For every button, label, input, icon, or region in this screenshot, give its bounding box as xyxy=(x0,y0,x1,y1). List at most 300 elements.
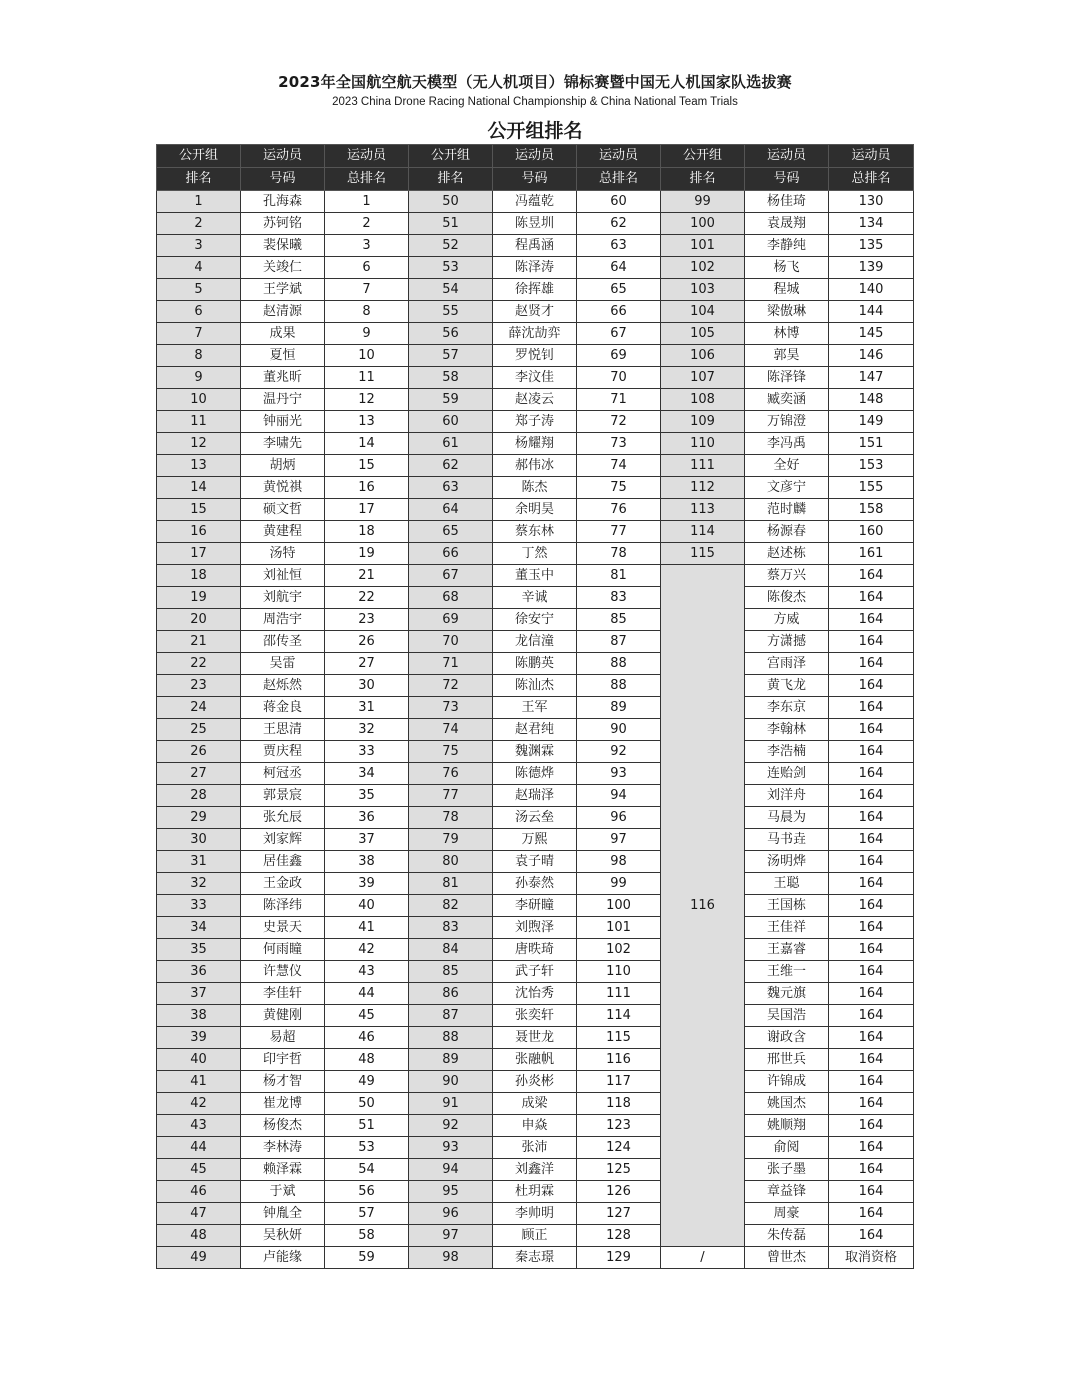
athlete-name-cell: 印宇哲 xyxy=(241,1049,325,1071)
table-row xyxy=(157,1027,914,1049)
athlete-name-cell: 何雨瞳 xyxy=(241,939,325,961)
athlete-name-cell: 郭昊 xyxy=(745,345,829,367)
athlete-name-cell: 汤特 xyxy=(241,543,325,565)
group-rank-cell: 19 xyxy=(157,587,241,609)
overall-rank-cell: 110 xyxy=(577,961,661,983)
overall-rank-cell: 38 xyxy=(325,851,409,873)
overall-rank-cell: 50 xyxy=(325,1093,409,1115)
athlete-name-cell: 张融帆 xyxy=(493,1049,577,1071)
ranking-table xyxy=(156,144,914,1269)
athlete-name-cell: 王金政 xyxy=(241,873,325,895)
overall-rank-cell: 7 xyxy=(325,279,409,301)
table-row xyxy=(157,213,914,235)
athlete-name-cell: 硕文哲 xyxy=(241,499,325,521)
group-rank-cell: 110 xyxy=(661,433,745,455)
table-row xyxy=(157,1225,914,1247)
group-rank-cell: 69 xyxy=(409,609,493,631)
group-rank-cell: 40 xyxy=(157,1049,241,1071)
table-row xyxy=(157,521,914,543)
athlete-name-cell: 陈汕杰 xyxy=(493,675,577,697)
group-rank-cell: 45 xyxy=(157,1159,241,1181)
overall-rank-cell: 18 xyxy=(325,521,409,543)
group-rank-cell: 51 xyxy=(409,213,493,235)
group-rank-cell: 41 xyxy=(157,1071,241,1093)
athlete-name-cell: 黄悦祺 xyxy=(241,477,325,499)
athlete-name-cell: 林博 xyxy=(745,323,829,345)
athlete-name-cell: 吴国浩 xyxy=(745,1005,829,1027)
overall-rank-cell: 81 xyxy=(577,565,661,587)
header-overall-rank-sub: 总排名 xyxy=(577,168,661,191)
group-rank-cell: 60 xyxy=(409,411,493,433)
overall-rank-cell: 72 xyxy=(577,411,661,433)
overall-rank-cell: 164 xyxy=(829,961,914,983)
group-rank-cell: 78 xyxy=(409,807,493,829)
athlete-name-cell: 郝伟冰 xyxy=(493,455,577,477)
athlete-name-cell: 马书垚 xyxy=(745,829,829,851)
group-rank-cell: 74 xyxy=(409,719,493,741)
group-rank-cell: 3 xyxy=(157,235,241,257)
group-rank-cell: 114 xyxy=(661,521,745,543)
athlete-name-cell: 武子轩 xyxy=(493,961,577,983)
athlete-name-cell: 李林涛 xyxy=(241,1137,325,1159)
group-rank-cell: 93 xyxy=(409,1137,493,1159)
overall-rank-cell: 10 xyxy=(325,345,409,367)
athlete-name-cell: 冯蕴乾 xyxy=(493,191,577,213)
group-rank-cell: 23 xyxy=(157,675,241,697)
athlete-name-cell: 王国栋 xyxy=(745,895,829,917)
group-rank-cell: 11 xyxy=(157,411,241,433)
athlete-name-cell: 郑子涛 xyxy=(493,411,577,433)
overall-rank-cell: 164 xyxy=(829,565,914,587)
overall-rank-cell: 164 xyxy=(829,1225,914,1247)
group-rank-cell: 113 xyxy=(661,499,745,521)
athlete-name-cell: 杨耀翔 xyxy=(493,433,577,455)
table-row xyxy=(157,367,914,389)
athlete-name-cell: 臧奕涵 xyxy=(745,389,829,411)
overall-rank-cell: 164 xyxy=(829,1137,914,1159)
header-athlete: 运动员 xyxy=(745,145,829,168)
table-row xyxy=(157,257,914,279)
athlete-name-cell: 朱传磊 xyxy=(745,1225,829,1247)
athlete-name-cell: 万熙 xyxy=(493,829,577,851)
header-athlete-sub: 号码 xyxy=(493,168,577,191)
overall-rank-cell: 76 xyxy=(577,499,661,521)
event-title-english: 2023 China Drone Racing National Championship & China National Team Trials xyxy=(332,96,738,108)
athlete-name-cell: 袁晟翔 xyxy=(745,213,829,235)
overall-rank-cell: 102 xyxy=(577,939,661,961)
overall-rank-cell: 34 xyxy=(325,763,409,785)
overall-rank-cell: 164 xyxy=(829,1093,914,1115)
group-rank-cell: 21 xyxy=(157,631,241,653)
group-rank-cell: 91 xyxy=(409,1093,493,1115)
athlete-name-cell: 李浩楠 xyxy=(745,741,829,763)
table-row xyxy=(157,829,914,851)
group-rank-cell: 99 xyxy=(661,191,745,213)
athlete-name-cell: 余明昊 xyxy=(493,499,577,521)
overall-rank-cell: 67 xyxy=(577,323,661,345)
overall-rank-cell: 100 xyxy=(577,895,661,917)
athlete-name-cell: 马晨为 xyxy=(745,807,829,829)
group-rank-cell: 18 xyxy=(157,565,241,587)
overall-rank-cell: 164 xyxy=(829,983,914,1005)
athlete-name-cell: 黄飞龙 xyxy=(745,675,829,697)
overall-rank-cell: 123 xyxy=(577,1115,661,1137)
group-rank-cell: 9 xyxy=(157,367,241,389)
group-rank-cell: 20 xyxy=(157,609,241,631)
group-rank-cell: 27 xyxy=(157,763,241,785)
overall-rank-cell: 164 xyxy=(829,851,914,873)
group-rank-cell: 98 xyxy=(409,1247,493,1269)
overall-rank-cell: 17 xyxy=(325,499,409,521)
athlete-name-cell: 居佳鑫 xyxy=(241,851,325,873)
group-rank-cell: 25 xyxy=(157,719,241,741)
table-row xyxy=(157,565,914,587)
overall-rank-cell: 85 xyxy=(577,609,661,631)
overall-rank-cell: 21 xyxy=(325,565,409,587)
overall-rank-cell: 164 xyxy=(829,1049,914,1071)
group-rank-cell: 29 xyxy=(157,807,241,829)
athlete-name-cell: 罗悦钊 xyxy=(493,345,577,367)
overall-rank-cell: 58 xyxy=(325,1225,409,1247)
athlete-name-cell: 董玉中 xyxy=(493,565,577,587)
table-row xyxy=(157,191,914,213)
athlete-name-cell: 李研瞳 xyxy=(493,895,577,917)
overall-rank-cell: 62 xyxy=(577,213,661,235)
overall-rank-cell: 53 xyxy=(325,1137,409,1159)
athlete-name-cell: 章益锋 xyxy=(745,1181,829,1203)
athlete-name-cell: 王军 xyxy=(493,697,577,719)
overall-rank-cell: 31 xyxy=(325,697,409,719)
group-rank-cell: 50 xyxy=(409,191,493,213)
athlete-name-cell: 张子墨 xyxy=(745,1159,829,1181)
athlete-name-cell: 陈鹏英 xyxy=(493,653,577,675)
table-row xyxy=(157,1005,914,1027)
group-rank-cell: 5 xyxy=(157,279,241,301)
overall-rank-cell: 73 xyxy=(577,433,661,455)
overall-rank-cell: 101 xyxy=(577,917,661,939)
table-row xyxy=(157,763,914,785)
athlete-name-cell: 杨俊杰 xyxy=(241,1115,325,1137)
athlete-name-cell: 陈泽锋 xyxy=(745,367,829,389)
table-row xyxy=(157,719,914,741)
overall-rank-cell: 147 xyxy=(829,367,914,389)
athlete-name-cell: 王学斌 xyxy=(241,279,325,301)
group-rank-cell: 56 xyxy=(409,323,493,345)
athlete-name-cell: 赵君纯 xyxy=(493,719,577,741)
athlete-name-cell: 陈泽纬 xyxy=(241,895,325,917)
overall-rank-cell: 27 xyxy=(325,653,409,675)
athlete-name-cell: 周浩宇 xyxy=(241,609,325,631)
overall-rank-cell: 51 xyxy=(325,1115,409,1137)
group-rank-cell: 58 xyxy=(409,367,493,389)
header-overall-rank: 运动员 xyxy=(577,145,661,168)
overall-rank-cell: 149 xyxy=(829,411,914,433)
athlete-name-cell: 陈杰 xyxy=(493,477,577,499)
group-rank-cell: 54 xyxy=(409,279,493,301)
overall-rank-cell: 83 xyxy=(577,587,661,609)
athlete-name-cell: 文彦宁 xyxy=(745,477,829,499)
overall-rank-cell: 23 xyxy=(325,609,409,631)
overall-rank-cell: 164 xyxy=(829,587,914,609)
overall-rank-cell: 取消资格 xyxy=(829,1247,914,1269)
athlete-name-cell: 吴雷 xyxy=(241,653,325,675)
group-rank-cell: 106 xyxy=(661,345,745,367)
overall-rank-cell: 92 xyxy=(577,741,661,763)
athlete-name-cell: 王嘉睿 xyxy=(745,939,829,961)
group-rank-cell: 38 xyxy=(157,1005,241,1027)
athlete-name-cell: 赵清源 xyxy=(241,301,325,323)
table-row xyxy=(157,1093,914,1115)
athlete-name-cell: 董兆昕 xyxy=(241,367,325,389)
athlete-name-cell: 丁然 xyxy=(493,543,577,565)
overall-rank-cell: 164 xyxy=(829,807,914,829)
header-athlete: 运动员 xyxy=(493,145,577,168)
athlete-name-cell: 陈俊杰 xyxy=(745,587,829,609)
table-row xyxy=(157,301,914,323)
athlete-name-cell: 李佳轩 xyxy=(241,983,325,1005)
header-group-rank: 公开组 xyxy=(409,145,493,168)
athlete-name-cell: 杨飞 xyxy=(745,257,829,279)
athlete-name-cell: 王思清 xyxy=(241,719,325,741)
athlete-name-cell: 钟胤全 xyxy=(241,1203,325,1225)
group-rank-cell: 82 xyxy=(409,895,493,917)
overall-rank-cell: 65 xyxy=(577,279,661,301)
overall-rank-cell: 14 xyxy=(325,433,409,455)
athlete-name-cell: 刘祉恒 xyxy=(241,565,325,587)
table-row xyxy=(157,939,914,961)
overall-rank-cell: 96 xyxy=(577,807,661,829)
athlete-name-cell: 成果 xyxy=(241,323,325,345)
group-rank-cell: 7 xyxy=(157,323,241,345)
group-rank-cell: 26 xyxy=(157,741,241,763)
group-rank-cell: 83 xyxy=(409,917,493,939)
athlete-name-cell: 梁傲琳 xyxy=(745,301,829,323)
athlete-name-cell: 关竣仁 xyxy=(241,257,325,279)
group-rank-cell: 43 xyxy=(157,1115,241,1137)
group-rank-cell: 70 xyxy=(409,631,493,653)
overall-rank-cell: 75 xyxy=(577,477,661,499)
section-title: 公开组排名 xyxy=(487,120,583,142)
group-rank-cell: 75 xyxy=(409,741,493,763)
athlete-name-cell: 黄建程 xyxy=(241,521,325,543)
table-row xyxy=(157,1071,914,1093)
overall-rank-cell: 2 xyxy=(325,213,409,235)
group-rank-cell: 100 xyxy=(661,213,745,235)
overall-rank-cell: 32 xyxy=(325,719,409,741)
table-row xyxy=(157,851,914,873)
event-title-chinese: 2023年全国航空航天模型（无人机项目）锦标赛暨中国无人机国家队选拔赛 xyxy=(278,73,792,91)
overall-rank-cell: 39 xyxy=(325,873,409,895)
athlete-name-cell: 蒋金良 xyxy=(241,697,325,719)
athlete-name-cell: 王聪 xyxy=(745,873,829,895)
group-rank-cell: 36 xyxy=(157,961,241,983)
table-row xyxy=(157,1159,914,1181)
overall-rank-cell: 129 xyxy=(577,1247,661,1269)
group-rank-cell: 35 xyxy=(157,939,241,961)
group-rank-cell: 95 xyxy=(409,1181,493,1203)
athlete-name-cell: 顾正 xyxy=(493,1225,577,1247)
athlete-name-cell: 赵述栋 xyxy=(745,543,829,565)
overall-rank-cell: 161 xyxy=(829,543,914,565)
group-rank-cell: 72 xyxy=(409,675,493,697)
group-rank-cell: 66 xyxy=(409,543,493,565)
group-rank-cell: 104 xyxy=(661,301,745,323)
athlete-name-cell: 程城 xyxy=(745,279,829,301)
athlete-name-cell: 沈怡秀 xyxy=(493,983,577,1005)
overall-rank-cell: 135 xyxy=(829,235,914,257)
group-rank-cell: 109 xyxy=(661,411,745,433)
group-rank-cell: 102 xyxy=(661,257,745,279)
athlete-name-cell: 徐安宁 xyxy=(493,609,577,631)
overall-rank-cell: 164 xyxy=(829,785,914,807)
overall-rank-cell: 164 xyxy=(829,1159,914,1181)
table-row xyxy=(157,873,914,895)
athlete-name-cell: 汤云垒 xyxy=(493,807,577,829)
overall-rank-cell: 44 xyxy=(325,983,409,1005)
table-row xyxy=(157,455,914,477)
overall-rank-cell: 78 xyxy=(577,543,661,565)
overall-rank-cell: 130 xyxy=(829,191,914,213)
table-row xyxy=(157,917,914,939)
group-rank-cell: 32 xyxy=(157,873,241,895)
overall-rank-cell: 48 xyxy=(325,1049,409,1071)
overall-rank-cell: 45 xyxy=(325,1005,409,1027)
group-rank-cell: 28 xyxy=(157,785,241,807)
athlete-name-cell: 裴保曦 xyxy=(241,235,325,257)
table-row xyxy=(157,1115,914,1137)
athlete-name-cell: 陈德烨 xyxy=(493,763,577,785)
athlete-name-cell: 钟丽光 xyxy=(241,411,325,433)
overall-rank-cell: 116 xyxy=(577,1049,661,1071)
group-rank-cell: 103 xyxy=(661,279,745,301)
athlete-name-cell: 夏恒 xyxy=(241,345,325,367)
athlete-name-cell: 杨才智 xyxy=(241,1071,325,1093)
athlete-name-cell: 李翰林 xyxy=(745,719,829,741)
athlete-name-cell: 于斌 xyxy=(241,1181,325,1203)
athlete-name-cell: 方威 xyxy=(745,609,829,631)
table-row xyxy=(157,411,914,433)
athlete-name-cell: 龙信潼 xyxy=(493,631,577,653)
group-rank-cell: 31 xyxy=(157,851,241,873)
athlete-name-cell: 薛沈劼弈 xyxy=(493,323,577,345)
overall-rank-cell: 89 xyxy=(577,697,661,719)
athlete-name-cell: 蔡东林 xyxy=(493,521,577,543)
athlete-name-cell: 王维一 xyxy=(745,961,829,983)
overall-rank-cell: 15 xyxy=(325,455,409,477)
athlete-name-cell: 李冯禹 xyxy=(745,433,829,455)
group-rank-cell: 37 xyxy=(157,983,241,1005)
overall-rank-cell: 114 xyxy=(577,1005,661,1027)
table-row xyxy=(157,1203,914,1225)
athlete-name-cell: 邵传圣 xyxy=(241,631,325,653)
header-overall-rank-sub: 总排名 xyxy=(325,168,409,191)
athlete-name-cell: 崔龙博 xyxy=(241,1093,325,1115)
overall-rank-cell: 164 xyxy=(829,1027,914,1049)
overall-rank-cell: 35 xyxy=(325,785,409,807)
group-rank-cell: 92 xyxy=(409,1115,493,1137)
group-rank-cell: 88 xyxy=(409,1027,493,1049)
athlete-name-cell: 魏元旗 xyxy=(745,983,829,1005)
athlete-name-cell: 魏渊霖 xyxy=(493,741,577,763)
group-rank-cell: 34 xyxy=(157,917,241,939)
table-row xyxy=(157,741,914,763)
group-rank-cell: 15 xyxy=(157,499,241,521)
group-rank-cell: 39 xyxy=(157,1027,241,1049)
group-rank-cell: 97 xyxy=(409,1225,493,1247)
overall-rank-cell: 26 xyxy=(325,631,409,653)
group-rank-cell: 65 xyxy=(409,521,493,543)
overall-rank-cell: 139 xyxy=(829,257,914,279)
overall-rank-cell: 16 xyxy=(325,477,409,499)
group-rank-cell: 4 xyxy=(157,257,241,279)
overall-rank-cell: 94 xyxy=(577,785,661,807)
athlete-name-cell: 聂世龙 xyxy=(493,1027,577,1049)
overall-rank-cell: 36 xyxy=(325,807,409,829)
athlete-name-cell: 刘鑫洋 xyxy=(493,1159,577,1181)
overall-rank-cell: 125 xyxy=(577,1159,661,1181)
athlete-name-cell: 李静纯 xyxy=(745,235,829,257)
overall-rank-cell: 49 xyxy=(325,1071,409,1093)
overall-rank-cell: 164 xyxy=(829,763,914,785)
header-group-rank: 公开组 xyxy=(157,145,241,168)
group-rank-cell: 90 xyxy=(409,1071,493,1093)
athlete-name-cell: 刘洋舟 xyxy=(745,785,829,807)
athlete-name-cell: 杨源春 xyxy=(745,521,829,543)
overall-rank-cell: 74 xyxy=(577,455,661,477)
overall-rank-cell: 90 xyxy=(577,719,661,741)
group-rank-cell: 55 xyxy=(409,301,493,323)
group-rank-cell: 6 xyxy=(157,301,241,323)
overall-rank-cell: 164 xyxy=(829,1181,914,1203)
overall-rank-cell: 56 xyxy=(325,1181,409,1203)
overall-rank-cell: 164 xyxy=(829,741,914,763)
group-rank-cell: 14 xyxy=(157,477,241,499)
group-rank-cell: 111 xyxy=(661,455,745,477)
header-athlete: 运动员 xyxy=(241,145,325,168)
athlete-name-cell: 成梁 xyxy=(493,1093,577,1115)
table-row xyxy=(157,477,914,499)
athlete-name-cell: 唐昳琦 xyxy=(493,939,577,961)
overall-rank-cell: 54 xyxy=(325,1159,409,1181)
overall-rank-cell: 93 xyxy=(577,763,661,785)
group-rank-cell: 2 xyxy=(157,213,241,235)
overall-rank-cell: 71 xyxy=(577,389,661,411)
overall-rank-cell: 9 xyxy=(325,323,409,345)
overall-rank-cell: 64 xyxy=(577,257,661,279)
overall-rank-cell: 59 xyxy=(325,1247,409,1269)
overall-rank-cell: 40 xyxy=(325,895,409,917)
table-row xyxy=(157,433,914,455)
overall-rank-cell: 37 xyxy=(325,829,409,851)
overall-rank-cell: 164 xyxy=(829,917,914,939)
overall-rank-cell: 164 xyxy=(829,1005,914,1027)
overall-rank-cell: 144 xyxy=(829,301,914,323)
group-rank-cell: 30 xyxy=(157,829,241,851)
group-rank-cell: 61 xyxy=(409,433,493,455)
athlete-name-cell: 申焱 xyxy=(493,1115,577,1137)
overall-rank-cell: 99 xyxy=(577,873,661,895)
group-rank-cell: 16 xyxy=(157,521,241,543)
athlete-name-cell: 方潇撼 xyxy=(745,631,829,653)
overall-rank-cell: 151 xyxy=(829,433,914,455)
overall-rank-cell: 134 xyxy=(829,213,914,235)
athlete-name-cell: 卢能缘 xyxy=(241,1247,325,1269)
group-rank-cell: 47 xyxy=(157,1203,241,1225)
athlete-name-cell: 苏钶铭 xyxy=(241,213,325,235)
table-row xyxy=(157,653,914,675)
athlete-name-cell: 李啸先 xyxy=(241,433,325,455)
group-rank-cell: 12 xyxy=(157,433,241,455)
